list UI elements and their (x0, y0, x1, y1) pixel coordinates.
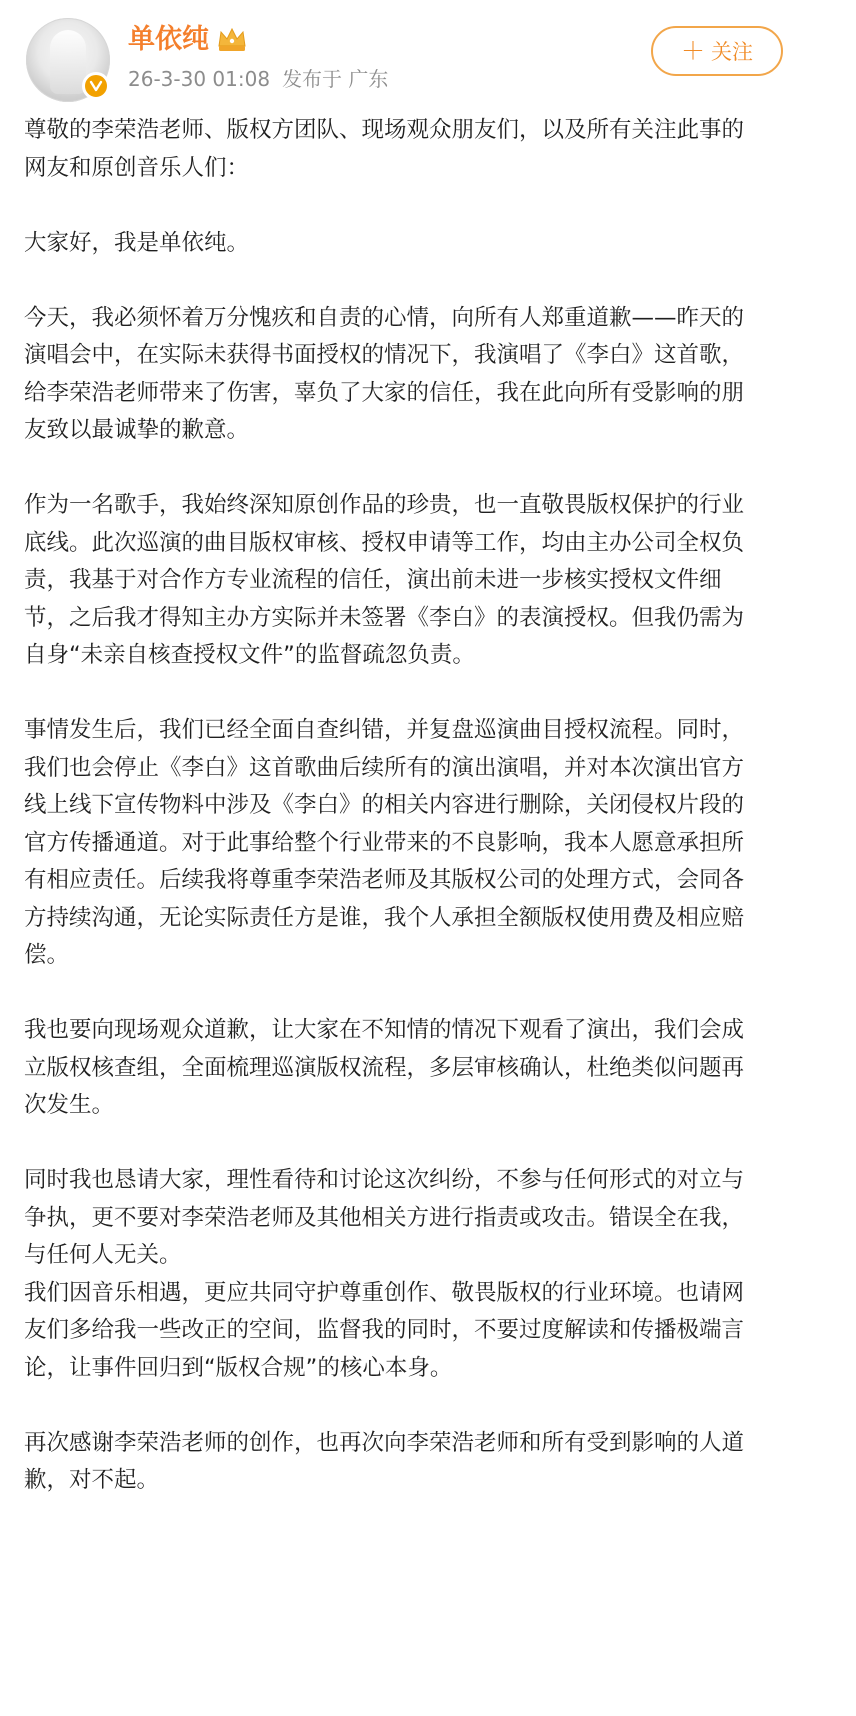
crown-icon (215, 24, 249, 54)
post-paragraph-1: 尊敬的李荣浩老师、版权方团队、现场观众朋友们，以及所有关注此事的网友和原创音乐人们： (24, 117, 745, 181)
post-meta (128, 64, 388, 94)
post-paragraph-3: 今天，我必须怀着万分愧疚和自责的心情，向所有人郑重道歉——昨天的演唱会中，在实际未获得书面授权的情况下，我演唱了《李白》这首歌，给李荣浩老师带来了伤害，辜负了大家的信任，我在此向所有受影响的朋友致以最诚挚的歉意。 (24, 304, 745, 443)
post-location: 发布于 广东 (282, 67, 389, 91)
paragraph-gap (24, 1125, 766, 1163)
post-paragraph-2: 大家好，我是单依纯。 (24, 229, 250, 256)
verified-badge-icon (82, 72, 110, 100)
follow-button[interactable] (651, 26, 783, 76)
paragraph-gap (24, 187, 766, 225)
avatar-photo-figure (50, 30, 86, 94)
username[interactable]: 单依纯 (128, 24, 209, 55)
post-paragraph-7: 同时我也恳请大家，理性看待和讨论这次纠纷，不参与任何形式的对立与争执，更不要对李荣浩老师及其他相关方进行指责或攻击。错误全在我，与任何人无关。 (24, 1167, 745, 1268)
post-paragraph-5: 事情发生后，我们已经全面自查纠错，并复盘巡演曲目授权流程。同时，我们也会停止《李白》这首歌曲后续所有的演出演唱，并对本次演出官方线上线下宣传物料中涉及《李白》的相关内容进行删除，关闭侵权片段的官方传播通道。对于此事给整个行业带来的不良影响，我本人愿意承担所有相应责任。后续我将尊重李荣浩老师及其版权公司的处理方式，会同各方持续沟通，无论实际责任方是谁，我个人承担全额版权使用费及相应赔偿。 (24, 717, 745, 968)
post-paragraph-8: 我们因音乐相遇，更应共同守护尊重创作、敬畏版权的行业环境。也请网友们多给我一些改正的空间，监督我的同时，不要过度解读和传播极端言论，让事件回归到“版权合规”的核心本身。 (24, 1279, 745, 1381)
paragraph-gap (24, 975, 766, 1013)
paragraph-gap (24, 1387, 766, 1425)
paragraph-gap (24, 675, 766, 713)
post-paragraph-9: 再次感谢李荣浩老师的创作，也再次向李荣浩老师和所有受到影响的人道歉，对不起。 (24, 1429, 745, 1493)
follow-button-label: 关注 (711, 40, 753, 64)
post-date: 26-3-30 01:08 (128, 67, 271, 91)
post-body (24, 112, 766, 1500)
plus-icon: ＋ (681, 37, 705, 65)
post-paragraph-4: 作为一名歌手，我始终深知原创作品的珍贵，也一直敬畏版权保护的行业底线。此次巡演的曲目版权审核、授权申请等工作，均由主办公司全权负责，我基于对合作方专业流程的信任，演出前未进一步核实授权文件细节，之后我才得知主办方实际并未签署《李白》的表演授权。但我仍需为自身“未亲自核查授权文件”的监督疏忽负责。 (24, 492, 745, 668)
paragraph-gap (24, 450, 766, 488)
verified-v-icon (89, 79, 103, 93)
post-paragraph-6: 我也要向现场观众道歉，让大家在不知情的情况下观看了演出，我们会成立版权核查组，全面梳理巡演版权流程，多层审核确认，杜绝类似问题再次发生。 (24, 1017, 745, 1118)
post-header (0, 0, 856, 120)
paragraph-gap (24, 262, 766, 300)
